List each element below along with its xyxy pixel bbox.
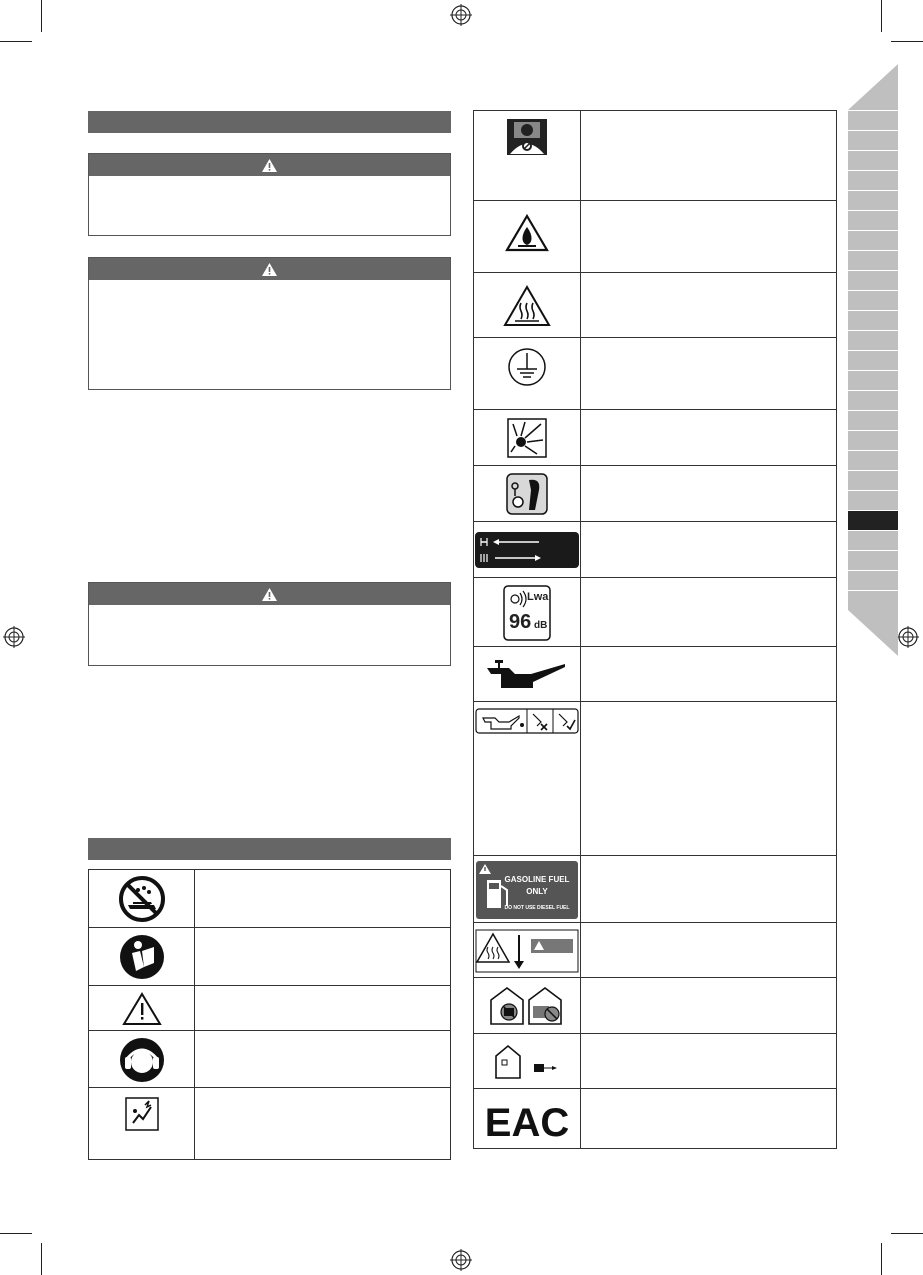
language-tab[interactable] bbox=[848, 471, 898, 490]
language-tab[interactable] bbox=[848, 251, 898, 270]
sound-power-unit: dB bbox=[534, 619, 548, 631]
hot-surface-below-icon bbox=[475, 929, 579, 973]
language-tab[interactable] bbox=[848, 531, 898, 550]
tab-strip-top-cap bbox=[848, 64, 898, 110]
warning-triangle-icon bbox=[261, 158, 278, 173]
language-tab[interactable] bbox=[848, 231, 898, 250]
symbol-row bbox=[474, 465, 836, 522]
hot-surface-icon bbox=[503, 285, 551, 327]
flammable-icon bbox=[505, 213, 549, 253]
registration-mark-icon bbox=[897, 626, 919, 648]
symbol-row bbox=[474, 337, 836, 410]
gasoline-line3: DO NOT USE DIESEL FUEL bbox=[504, 904, 570, 911]
symbol-row bbox=[89, 870, 450, 927]
outdoor-use-only-icon bbox=[494, 1044, 560, 1080]
read-manual-icon bbox=[118, 933, 166, 981]
language-tab[interactable] bbox=[848, 111, 898, 130]
symbol-row bbox=[474, 646, 836, 702]
gasoline-line2: ONLY bbox=[526, 886, 548, 896]
no-indoor-use-icon bbox=[489, 986, 565, 1026]
symbol-row bbox=[474, 1033, 836, 1089]
language-tab[interactable] bbox=[848, 491, 898, 510]
language-tab[interactable] bbox=[848, 171, 898, 190]
eac-mark-text: EAC bbox=[484, 1101, 570, 1145]
language-tab[interactable] bbox=[848, 411, 898, 430]
warning-box-header bbox=[89, 154, 450, 176]
language-tab[interactable] bbox=[848, 351, 898, 370]
oil-check-icon bbox=[475, 708, 579, 734]
symbol-row bbox=[89, 1087, 450, 1162]
language-tab[interactable] bbox=[848, 151, 898, 170]
choke-lever-icon bbox=[505, 472, 549, 516]
sound-power-level-icon bbox=[503, 585, 551, 641]
symbol-row bbox=[89, 1030, 450, 1088]
wear-ear-protection-icon bbox=[119, 1037, 165, 1083]
warning-box bbox=[88, 582, 451, 666]
symbol-row bbox=[474, 111, 836, 200]
language-tab[interactable] bbox=[848, 331, 898, 350]
language-tab[interactable] bbox=[848, 291, 898, 310]
language-tab[interactable] bbox=[848, 591, 898, 610]
symbol-row bbox=[474, 922, 836, 978]
language-tab[interactable] bbox=[848, 391, 898, 410]
language-tab[interactable] bbox=[848, 311, 898, 330]
warning-box-header bbox=[89, 583, 450, 605]
no-rain-exposure-icon bbox=[118, 875, 166, 923]
sound-power-label: Lwa bbox=[527, 590, 549, 603]
symbol-row bbox=[474, 1088, 836, 1151]
symbol-row bbox=[474, 977, 836, 1034]
symbol-row bbox=[474, 577, 836, 647]
language-tab[interactable] bbox=[848, 211, 898, 230]
language-tab[interactable] bbox=[848, 271, 898, 290]
section-heading-bar bbox=[88, 111, 451, 133]
registration-mark-icon bbox=[450, 1249, 472, 1271]
gasoline-fuel-label-icon bbox=[475, 860, 579, 920]
electric-shock-icon bbox=[125, 1097, 159, 1131]
language-tab[interactable] bbox=[848, 551, 898, 570]
language-tab[interactable] bbox=[848, 371, 898, 390]
symbol-row bbox=[474, 409, 836, 466]
warning-box-header bbox=[89, 258, 450, 280]
symbol-row bbox=[474, 200, 836, 273]
language-tab[interactable] bbox=[848, 131, 898, 150]
language-tab[interactable] bbox=[848, 571, 898, 590]
registration-mark-icon bbox=[450, 4, 472, 26]
symbol-row bbox=[474, 521, 836, 578]
warning-triangle-icon bbox=[261, 587, 278, 602]
gasoline-line1: GASOLINE FUEL bbox=[504, 874, 570, 884]
earth-ground-icon bbox=[507, 347, 547, 387]
symbol-table-right bbox=[473, 110, 837, 1149]
eac-mark-icon bbox=[484, 1100, 570, 1145]
symbol-table-left bbox=[88, 869, 451, 1160]
tab-strip-bottom-cap bbox=[848, 610, 898, 656]
language-tab-active[interactable] bbox=[848, 511, 898, 530]
section-heading-bar bbox=[88, 838, 451, 860]
warning-triangle-icon bbox=[261, 262, 278, 277]
choke-direction-icon bbox=[475, 532, 579, 568]
explosion-hazard-icon bbox=[507, 418, 547, 458]
symbol-row bbox=[474, 701, 836, 856]
registration-mark-icon bbox=[3, 626, 25, 648]
language-tab[interactable] bbox=[848, 191, 898, 210]
sound-power-value: 96 bbox=[509, 610, 532, 633]
warning-box bbox=[88, 153, 451, 236]
symbol-row bbox=[474, 272, 836, 338]
no-smoking-open-flame-icon bbox=[506, 118, 548, 156]
symbol-row bbox=[89, 927, 450, 986]
oil-can-icon bbox=[487, 660, 567, 690]
symbol-row bbox=[474, 855, 836, 923]
warning-box bbox=[88, 257, 451, 390]
symbol-row bbox=[89, 985, 450, 1031]
language-tab[interactable] bbox=[848, 431, 898, 450]
general-warning-icon bbox=[122, 991, 162, 1027]
language-tab[interactable] bbox=[848, 451, 898, 470]
